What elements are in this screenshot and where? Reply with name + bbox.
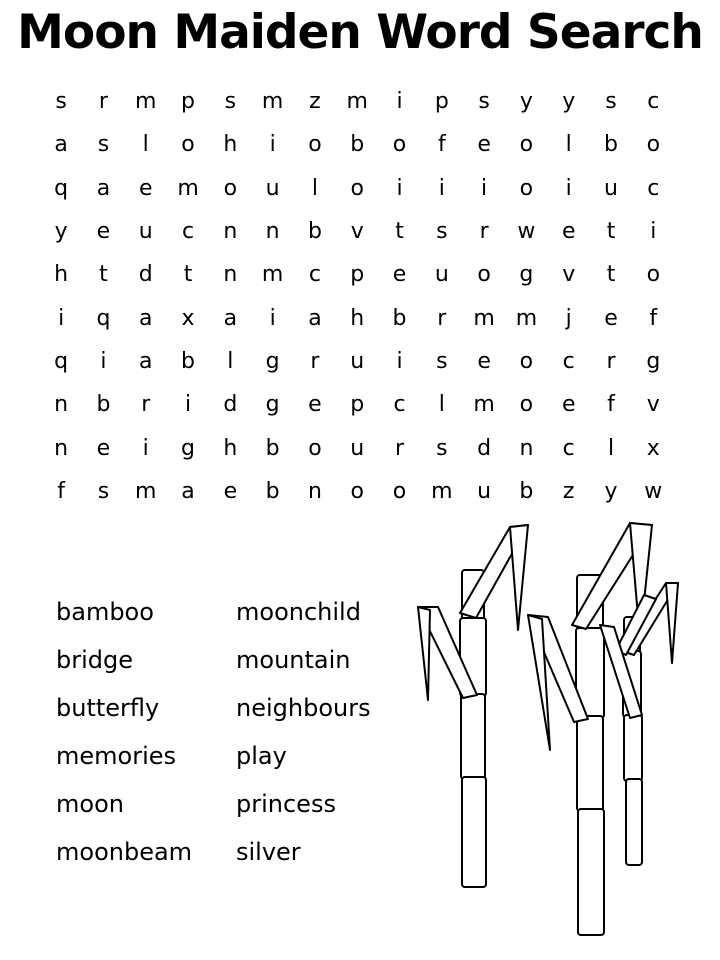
grid-letter[interactable]: f [607,392,615,418]
grid-letter[interactable]: m [515,305,538,331]
grid-letter[interactable]: h [350,305,365,331]
grid-letter[interactable]: q [96,305,111,331]
grid-letter[interactable]: c [308,262,321,288]
grid-letter[interactable]: p [434,89,449,115]
grid-letter[interactable]: i [142,435,149,461]
grid-letter[interactable]: u [350,348,365,374]
grid-letter[interactable]: i [100,348,107,374]
grid-letter[interactable]: e [138,175,153,201]
grid-letter[interactable]: t [606,219,616,245]
grid-letter[interactable]: l [565,132,572,158]
grid-letter[interactable]: a [139,305,153,331]
grid-letter[interactable]: s [436,219,448,245]
grid-letter[interactable]: c [647,89,660,115]
grid-letter[interactable]: m [473,392,495,418]
grid-letter[interactable]: s [478,89,490,115]
grid-letter[interactable]: n [223,219,238,245]
grid-letter[interactable]: l [438,392,445,418]
grid-letter[interactable]: f [437,132,446,158]
grid-letter[interactable]: n [223,262,238,288]
grid-letter[interactable]: r [606,348,616,374]
grid-letter[interactable]: i [481,175,488,201]
grid-letter[interactable]: o [519,348,534,374]
grid-letter[interactable]: a [223,305,238,331]
grid-letter[interactable]: i [650,219,657,245]
grid-letter[interactable]: e [477,348,491,374]
grid-letter[interactable]: o [350,175,364,201]
grid-letter[interactable]: h [54,262,69,288]
word-list-item: memories [56,742,177,770]
grid-letter[interactable]: g [265,348,280,374]
grid-letter[interactable]: o [519,392,534,418]
grid-letter[interactable]: o [181,132,195,158]
grid-letter[interactable]: o [519,175,534,201]
grid-letter[interactable]: o [308,132,322,158]
grid-letter[interactable]: t [183,262,193,288]
grid-letter[interactable]: i [438,175,445,201]
bamboo-leaf-icon [418,523,678,750]
grid-letter[interactable]: f [57,478,66,504]
grid-letter[interactable]: a [308,305,322,331]
grid-letter[interactable]: g [265,392,280,418]
grid-letter[interactable]: u [138,219,153,245]
grid-letter[interactable]: r [141,392,151,418]
page-title: Moon Maiden Word Search [17,5,703,60]
grid-letter[interactable]: w [644,478,663,504]
bamboo-illustration [400,515,700,945]
grid-letter[interactable]: l [607,435,615,461]
grid-letter[interactable]: t [99,262,108,288]
grid-letter[interactable]: i [184,392,192,418]
grid-letter[interactable]: n [54,435,69,461]
grid-letter[interactable]: v [646,392,660,418]
grid-letter[interactable]: m [135,89,157,115]
grid-letter[interactable]: l [227,348,234,374]
grid-letter[interactable]: u [350,435,365,461]
grid-letter[interactable]: n [54,392,69,418]
word-list-item: moonbeam [56,838,193,866]
grid-letter[interactable]: e [223,478,238,504]
grid-letter[interactable]: g [646,348,661,374]
grid-letter[interactable]: p [181,89,196,115]
grid-letter[interactable]: g [181,435,196,461]
word-list-item: bridge [56,646,134,674]
grid-letter[interactable]: p [350,392,365,418]
bamboo-stalk-icon [576,575,604,935]
grid-letter[interactable]: o [392,478,407,504]
grid-letter[interactable]: r [310,348,320,374]
grid-letter[interactable]: w [517,219,536,245]
grid-letter[interactable]: o [392,132,407,158]
grid-letter[interactable]: r [98,89,108,115]
grid-letter[interactable]: i [269,305,276,331]
grid-letter[interactable]: i [565,175,572,201]
grid-letter[interactable]: z [562,478,575,504]
grid-letter[interactable]: b [265,478,280,504]
grid-letter[interactable]: x [646,435,660,461]
grid-letter[interactable]: r [479,219,489,245]
grid-letter[interactable]: o [519,132,534,158]
grid-letter[interactable]: t [395,219,404,245]
grid-letter[interactable]: e [308,392,322,418]
grid-letter[interactable]: b [519,478,534,504]
word-list-item: moon [56,790,124,818]
grid-letter[interactable]: n [307,478,322,504]
grid-letter[interactable]: r [437,305,447,331]
word-list-item: play [236,742,287,770]
grid-letter[interactable]: o [308,435,322,461]
grid-letter[interactable]: h [223,435,238,461]
grid-letter[interactable]: p [350,262,365,288]
grid-letter[interactable]: b [604,132,618,158]
grid-letter[interactable]: d [223,392,238,418]
grid-letter[interactable]: o [646,132,661,158]
grid-letter[interactable]: q [54,348,69,374]
grid-letter[interactable]: s [55,89,67,115]
grid-letter[interactable]: m [473,305,495,331]
grid-letter[interactable]: o [223,175,238,201]
grid-letter[interactable]: u [604,175,618,201]
grid-letter[interactable]: i [396,175,403,201]
grid-letter[interactable]: b [96,392,111,418]
grid-letter[interactable]: a [139,348,153,374]
grid-letter[interactable]: s [605,89,617,115]
grid-letter[interactable]: i [269,132,276,158]
word-list-item: silver [236,838,301,866]
grid-letter[interactable]: c [562,348,575,374]
grid-letter[interactable]: n [265,219,280,245]
grid-letter[interactable]: y [562,89,576,115]
grid-letter[interactable]: f [649,305,658,331]
grid-letter[interactable]: e [477,132,491,158]
word-list-item: neighbours [236,694,371,722]
grid-letter[interactable]: v [562,262,576,288]
grid-letter[interactable]: m [261,89,284,115]
word-list-item: mountain [236,646,351,674]
grid-letter[interactable]: l [311,175,318,201]
grid-letter[interactable]: y [604,478,618,504]
grid-letter[interactable]: u [477,478,492,504]
grid-letter[interactable]: s [97,132,110,158]
grid-letter[interactable]: r [395,435,405,461]
grid-letter[interactable]: b [350,132,365,158]
grid-letter[interactable]: n [519,435,534,461]
grid-letter[interactable]: e [96,435,111,461]
grid-letter[interactable]: o [646,262,661,288]
grid-letter[interactable]: y [519,89,533,115]
letter-grid [40,80,674,513]
grid-letter[interactable]: j [565,305,572,331]
grid-letter[interactable]: o [477,262,491,288]
grid-letter[interactable]: d [138,262,153,288]
grid-letter[interactable]: y [54,219,68,245]
word-list-item: princess [236,790,336,818]
grid-letter[interactable]: e [96,219,111,245]
grid-letter[interactable]: g [519,262,534,288]
grid-letter[interactable]: a [54,132,68,158]
grid-letter[interactable]: d [477,435,492,461]
grid-letter[interactable]: z [309,89,321,115]
grid-letter[interactable]: b [181,348,196,374]
grid-letter[interactable]: l [142,132,149,158]
grid-letter[interactable]: q [54,175,69,201]
grid-letter[interactable]: b [392,305,407,331]
grid-letter[interactable]: s [436,348,448,374]
grid-letter[interactable]: b [265,435,280,461]
grid-letter[interactable]: c [181,219,195,245]
grid-letter[interactable]: u [265,175,280,201]
grid-letter[interactable]: m [261,262,284,288]
grid-letter[interactable]: x [181,305,195,331]
grid-letter[interactable]: m [346,89,368,115]
grid-letter[interactable]: t [606,262,616,288]
grid-letter[interactable]: e [561,392,576,418]
grid-letter[interactable]: m [177,175,199,201]
grid-letter[interactable]: b [307,219,322,245]
grid-letter[interactable]: i [58,305,65,331]
grid-letter[interactable]: e [561,219,576,245]
grid-letter[interactable]: v [350,219,364,245]
grid-letter[interactable]: c [393,392,406,418]
grid-letter[interactable]: e [392,262,407,288]
grid-letter[interactable]: s [224,89,237,115]
grid-letter[interactable]: c [562,435,575,461]
grid-letter[interactable]: h [223,132,238,158]
grid-letter[interactable]: m [431,478,453,504]
grid-letter[interactable]: a [96,175,111,201]
grid-letter[interactable]: m [135,478,157,504]
grid-letter[interactable]: s [436,435,448,461]
word-list-item: bamboo [56,598,154,626]
grid-letter[interactable]: e [604,305,618,331]
grid-letter[interactable]: i [396,348,403,374]
grid-letter[interactable]: a [181,478,195,504]
grid-letter[interactable]: s [97,478,110,504]
grid-letter[interactable]: u [434,262,449,288]
word-list-item: butterfly [56,694,160,722]
grid-letter[interactable]: c [647,175,660,201]
grid-letter[interactable]: i [396,89,403,115]
word-list [56,590,416,878]
grid-letter[interactable]: o [350,478,364,504]
word-list-item: moonchild [236,598,361,626]
